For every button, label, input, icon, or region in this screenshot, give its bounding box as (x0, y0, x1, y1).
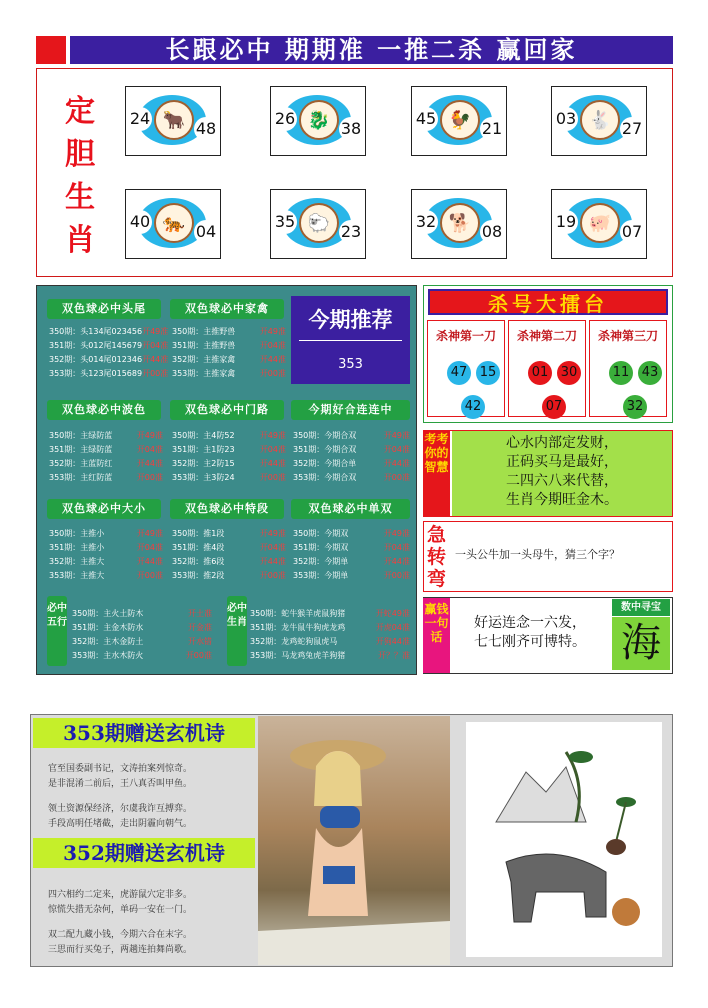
section-row (72, 621, 212, 635)
dingdan-char: 胆 (65, 137, 95, 172)
section-row (49, 541, 163, 555)
section-title-daxiao: 双色球必中大小 (47, 499, 161, 519)
model-figure-icon (258, 716, 450, 965)
ox-sketch (466, 722, 662, 957)
row-result: 开49准 (136, 431, 163, 440)
poem353-text (48, 762, 192, 832)
section-row (49, 443, 163, 457)
treasure-char: 海 (612, 617, 670, 670)
row-pick: 353期：主水木防火 (72, 651, 144, 660)
section-row (49, 339, 169, 353)
win-side-label: 赢钱一句话 (423, 598, 450, 673)
row-pick: 351期：主金木防水 (72, 623, 144, 632)
row-result: 开44准 (259, 355, 286, 364)
row-result: 开土准 (188, 609, 212, 618)
section-row (49, 457, 163, 471)
section-rows-lianlian (293, 429, 410, 485)
poem-line: 惊慌失措无杂何，单码一安在一门。 (48, 905, 193, 915)
wisdom-line: 二四六八来代替， (506, 473, 618, 489)
row-pick: 352期：头014尾012346 (49, 355, 143, 364)
zodiac-number: 23 (339, 220, 363, 244)
row-result: 开00准 (142, 369, 169, 378)
row-pick: 350期：主推小 (49, 529, 105, 538)
zodiac-number: 04 (194, 220, 218, 244)
zodiac-number: 07 (620, 220, 644, 244)
row-result: 开04准 (383, 543, 410, 552)
kill-ball: 30 (557, 361, 581, 385)
section-row (293, 443, 410, 457)
row-result: 开04准 (136, 445, 163, 454)
section-row (49, 555, 163, 569)
zodiac-number: 48 (194, 117, 218, 141)
section-row (49, 471, 163, 485)
row-pick: 353期：头123尾015689 (49, 369, 143, 378)
section-title-wuxing: 必中五行 (47, 596, 67, 666)
row-pick: 350期：蛇牛猴羊虎鼠狗猪 (250, 609, 346, 618)
poem-line: 三思而行买兔子，两趟连拍舞尚歌。 (48, 945, 193, 955)
dingdan-label (60, 90, 100, 262)
row-result: 开04准 (259, 445, 286, 454)
section-rows-bose (49, 429, 163, 485)
section-title-danshuang: 双色球必中单双 (291, 499, 410, 519)
treasure-label: 数中寻宝 (612, 599, 670, 616)
knife-title: 杀神第二刀 (516, 329, 577, 343)
row-result: 开49准 (136, 529, 163, 538)
section-rows-daxiao (49, 527, 163, 583)
zodiac-number: 26 (273, 107, 297, 131)
row-pick: 352期：主2防15 (172, 459, 235, 468)
section-row (250, 649, 410, 663)
zodiac-number: 03 (554, 107, 578, 131)
row-result: 开49准 (383, 529, 410, 538)
section-row (172, 339, 286, 353)
poem-line: 手段高明任堵截，走出阴霾向朝气。 (48, 819, 193, 829)
zodiac-card (270, 189, 366, 259)
row-result: 开44准 (383, 459, 410, 468)
section-row (293, 471, 410, 485)
row-result: 开49准 (259, 431, 286, 440)
section-title-teduan: 双色球必中特段 (170, 499, 284, 519)
section-row (250, 621, 410, 635)
recommend-value: 353 (338, 357, 363, 372)
section-row (293, 457, 410, 471)
row-pick: 350期：今期合双 (293, 431, 357, 440)
row-result: 开44准 (136, 459, 163, 468)
rabbit-icon: 🐇 (580, 100, 620, 140)
zodiac-number: 38 (339, 117, 363, 141)
zodiac-number: 21 (480, 117, 504, 141)
row-pick: 351期：推4段 (172, 543, 225, 552)
row-pick: 352期：今期合单 (293, 459, 357, 468)
win-poem (455, 614, 605, 652)
zodiac-card (125, 189, 221, 259)
kill-ball: 43 (638, 361, 662, 385)
recommend-title: 今期推荐 (308, 308, 393, 332)
row-pick: 353期：今期单 (293, 571, 349, 580)
row-pick: 353期：马龙鸡兔虎羊狗猪 (250, 651, 346, 660)
section-title-shengxiao: 必中生肖 (227, 596, 247, 666)
row-result: 开00准 (136, 473, 163, 482)
row-pick: 352期：主推家禽 (172, 355, 236, 364)
tiger-icon: 🐅 (154, 203, 194, 243)
zodiac-card (411, 86, 507, 156)
riddle-text: 一头公牛加一头母牛，猜三个字？ (455, 548, 620, 561)
model-photo (258, 716, 450, 965)
row-result: 开04准 (136, 543, 163, 552)
row-pick: 351期：主推小 (49, 543, 105, 552)
ox-sketch-icon (466, 722, 662, 957)
row-result: 开44准 (136, 557, 163, 566)
section-row (172, 325, 286, 339)
wisdom-line: 正码买马是最好， (506, 454, 618, 470)
kill-ball: 11 (609, 361, 633, 385)
row-pick: 353期：今期合双 (293, 473, 357, 482)
section-row (293, 555, 410, 569)
row-pick: 350期：主推野兽 (172, 327, 236, 336)
corner-red-block (36, 36, 66, 64)
poem353-title: 353期赠送玄机诗 (33, 718, 255, 748)
row-pick: 350期：主绿防蓝 (49, 431, 113, 440)
section-rows-shengxiao (250, 607, 410, 663)
kill-ball: 32 (623, 395, 647, 419)
win-line: 七七刚齐可博特。 (474, 634, 586, 650)
section-row (49, 325, 169, 339)
row-pick: 351期：主推野兽 (172, 341, 236, 350)
row-pick: 352期：今期单 (293, 557, 349, 566)
section-row (72, 635, 212, 649)
section-title-bose: 双色球必中波色 (47, 400, 161, 420)
section-row (172, 471, 286, 485)
section-row (49, 353, 169, 367)
row-pick: 350期：推1段 (172, 529, 225, 538)
kill-ball: 01 (528, 361, 552, 385)
section-row (49, 367, 169, 381)
row-result: 开49准 (142, 327, 169, 336)
row-pick: 353期：主推大 (49, 571, 105, 580)
row-pick: 352期：主蓝防红 (49, 459, 113, 468)
row-result: 开00准 (383, 473, 410, 482)
wisdom-side-label: 考考你的智慧 (423, 431, 450, 516)
section-rows-tou (49, 325, 169, 381)
row-result: 开00准 (136, 571, 163, 580)
kill-title: 杀号大擂台 (428, 289, 668, 315)
row-pick: 350期：今期双 (293, 529, 349, 538)
knife-title: 杀神第三刀 (597, 329, 658, 343)
section-row (293, 569, 410, 583)
row-pick: 353期：主推家禽 (172, 369, 236, 378)
row-pick: 351期：今期双 (293, 543, 349, 552)
row-pick: 352期：龙鸡蛇狗鼠虎马 (250, 637, 338, 646)
section-row (49, 569, 163, 583)
zodiac-number: 27 (620, 117, 644, 141)
zodiac-card (551, 189, 647, 259)
section-row (172, 353, 286, 367)
wisdom-poem (452, 431, 672, 516)
dingdan-char: 生 (65, 180, 95, 215)
section-rows-menlu (172, 429, 286, 485)
section-row (172, 527, 286, 541)
recommend-box (291, 296, 410, 384)
section-row (172, 457, 286, 471)
poem-line: 官至国委副书记，文涛拍案列惊奇。 (48, 764, 193, 774)
kill-ball: 47 (447, 361, 471, 385)
row-result: 开44准 (142, 355, 169, 364)
section-row (172, 555, 286, 569)
section-row (250, 635, 410, 649)
row-result: 开00准 (259, 369, 286, 378)
section-rows-danshuang (293, 527, 410, 583)
row-pick: 351期：头012尾145679 (49, 341, 143, 350)
section-row (172, 541, 286, 555)
page-banner: 长跟必中 期期准 一推二杀 赢回家 (70, 36, 673, 64)
zodiac-number: 32 (414, 210, 438, 234)
row-result: 开狗44准 (375, 637, 410, 646)
section-rows-wuxing (72, 607, 212, 663)
row-result: 开？？准 (378, 651, 410, 660)
row-result: 开金准 (188, 623, 212, 632)
kill-knife (589, 320, 667, 417)
section-row (293, 527, 410, 541)
zodiac-number: 45 (414, 107, 438, 131)
row-pick: 351期：龙牛鼠牛狗虎龙鸡 (250, 623, 346, 632)
section-title-tou: 双色球必中头尾 (47, 299, 161, 319)
row-pick: 351期：主1防23 (172, 445, 235, 454)
kill-ball: 15 (476, 361, 500, 385)
kill-ball: 07 (542, 395, 566, 419)
wisdom-line: 心水内部定发财， (506, 435, 618, 451)
row-pick: 352期：主推大 (49, 557, 105, 566)
dragon-icon: 🐉 (299, 100, 339, 140)
poem-line: 四六相约二定来，虎游鼠穴定非多。 (48, 890, 193, 900)
pig-icon: 🐖 (580, 203, 620, 243)
win-line: 好运连念一六发， (474, 615, 586, 631)
row-result: 开04准 (383, 445, 410, 454)
section-title-jiaqin: 双色球必中家禽 (170, 299, 284, 319)
section-row (250, 607, 410, 621)
zodiac-number: 35 (273, 210, 297, 234)
row-result: 开00准 (259, 571, 286, 580)
kill-ball: 42 (461, 395, 485, 419)
section-rows-teduan (172, 527, 286, 583)
zodiac-card (125, 86, 221, 156)
poem352-text (48, 888, 192, 958)
zodiac-number: 40 (128, 210, 152, 234)
zodiac-number: 24 (128, 107, 152, 131)
row-pick: 350期：头134尾023456 (49, 327, 143, 336)
section-row (172, 429, 286, 443)
zodiac-card (551, 86, 647, 156)
row-pick: 353期：主红防蓝 (49, 473, 113, 482)
kill-knife (508, 320, 586, 417)
section-row (172, 443, 286, 457)
section-title-lianlian: 今期好合连连中 (291, 400, 410, 420)
row-result: 开00准 (185, 651, 212, 660)
section-title-menlu: 双色球必中门路 (170, 400, 284, 420)
row-result: 开00准 (259, 473, 286, 482)
row-pick: 352期：推6段 (172, 557, 225, 566)
wisdom-line: 生肖今期旺金木。 (506, 492, 618, 508)
ox-icon: 🐂 (154, 100, 194, 140)
poem-line: 双二配九藏小钱，今期六合在末字。 (48, 930, 193, 940)
row-pick: 352期：主木金防土 (72, 637, 144, 646)
row-result: 开44准 (259, 459, 286, 468)
section-rows-jiaqin (172, 325, 286, 381)
dingdan-char: 定 (65, 94, 95, 129)
poem-line: 是非混淆二前后，王八真否叫甲鱼。 (48, 779, 193, 789)
row-pick: 351期：今期合双 (293, 445, 357, 454)
row-result: 开49准 (259, 529, 286, 538)
zodiac-number: 08 (480, 220, 504, 244)
row-result: 开44准 (383, 557, 410, 566)
row-result: 开49准 (259, 327, 286, 336)
riddle-side-label: 急转弯 (426, 524, 446, 590)
zodiac-number: 19 (554, 210, 578, 234)
poem352-title: 352期赠送玄机诗 (33, 838, 255, 868)
row-result: 开水错 (188, 637, 212, 646)
row-result: 开04准 (259, 341, 286, 350)
section-row (49, 429, 163, 443)
section-row (293, 429, 410, 443)
zodiac-card (411, 189, 507, 259)
row-result: 开00准 (383, 571, 410, 580)
row-result: 开04准 (259, 543, 286, 552)
row-pick: 353期：主3防24 (172, 473, 235, 482)
dingdan-char: 肖 (65, 223, 95, 258)
section-row (72, 649, 212, 663)
knife-title: 杀神第一刀 (435, 329, 496, 343)
section-row (172, 569, 286, 583)
row-result: 开蛇49准 (375, 609, 410, 618)
kill-knife (427, 320, 505, 417)
poem-line: 领土资源保经济，尔虞我诈互搏弈。 (48, 804, 193, 814)
row-result: 开49准 (383, 431, 410, 440)
row-result: 开04准 (142, 341, 169, 350)
zodiac-card (270, 86, 366, 156)
row-pick: 353期：推2段 (172, 571, 225, 580)
rooster-icon: 🐓 (440, 100, 480, 140)
sheep-icon: 🐑 (299, 203, 339, 243)
section-row (72, 607, 212, 621)
row-pick: 351期：主绿防蓝 (49, 445, 113, 454)
dog-icon: 🐕 (440, 203, 480, 243)
section-row (172, 367, 286, 381)
row-pick: 350期：主火土防木 (72, 609, 144, 618)
row-pick: 350期：主4防52 (172, 431, 235, 440)
row-result: 开虎04准 (375, 623, 410, 632)
section-row (49, 527, 163, 541)
section-row (293, 541, 410, 555)
row-result: 开44准 (259, 557, 286, 566)
